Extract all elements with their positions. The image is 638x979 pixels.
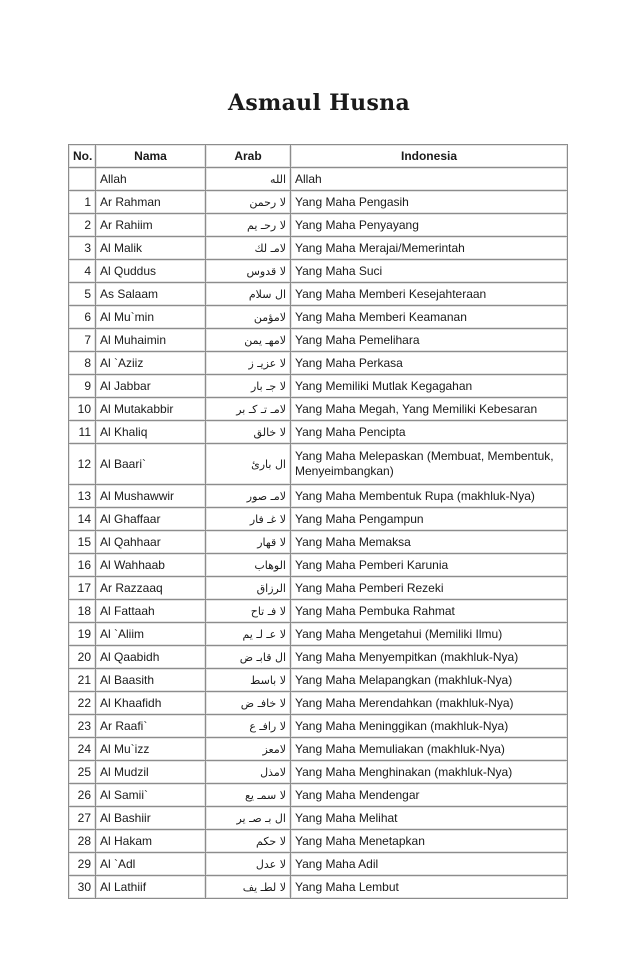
cell-arab: الله	[206, 168, 291, 191]
cell-arab: ال بـ صـ ير	[206, 807, 291, 830]
cell-indonesia: Yang Maha Pencipta	[291, 421, 568, 444]
table-row	[69, 715, 568, 738]
cell-no	[69, 168, 96, 191]
cell-arab: لا فـ تاح	[206, 600, 291, 623]
table-row	[69, 554, 568, 577]
cell-nama: Al `Aliim	[96, 623, 206, 646]
table-row	[69, 692, 568, 715]
cell-no: 1	[69, 191, 96, 214]
cell-indonesia: Yang Maha Mengetahui (Memiliki Ilmu)	[291, 623, 568, 646]
cell-nama: Ar Rahiim	[96, 214, 206, 237]
cell-indonesia: Yang Maha Memberi Kesejahteraan	[291, 283, 568, 306]
cell-no: 25	[69, 761, 96, 784]
cell-nama: Al Baasith	[96, 669, 206, 692]
cell-no: 6	[69, 306, 96, 329]
cell-indonesia: Allah	[291, 168, 568, 191]
cell-indonesia: Yang Maha Adil	[291, 853, 568, 876]
cell-indonesia: Yang Memiliki Mutlak Kegagahan	[291, 375, 568, 398]
cell-nama: Al Ghaffaar	[96, 508, 206, 531]
cell-no: 20	[69, 646, 96, 669]
cell-arab: لا قهار	[206, 531, 291, 554]
cell-no: 17	[69, 577, 96, 600]
cell-no: 22	[69, 692, 96, 715]
cell-arab: لامؤمن	[206, 306, 291, 329]
cell-indonesia: Yang Maha Menghinakan (makhluk-Nya)	[291, 761, 568, 784]
cell-nama: Allah	[96, 168, 206, 191]
cell-arab: لامعز	[206, 738, 291, 761]
cell-indonesia: Yang Maha Melihat	[291, 807, 568, 830]
cell-no: 29	[69, 853, 96, 876]
cell-indonesia: Yang Maha Perkasa	[291, 352, 568, 375]
cell-indonesia: Yang Maha Mendengar	[291, 784, 568, 807]
cell-arab: لا رحـ يم	[206, 214, 291, 237]
cell-no: 4	[69, 260, 96, 283]
cell-no: 21	[69, 669, 96, 692]
cell-arab: لامـ تـ كـ بر	[206, 398, 291, 421]
cell-nama: Ar Raafi`	[96, 715, 206, 738]
cell-nama: Al Qahhaar	[96, 531, 206, 554]
header-indonesia: Indonesia	[291, 145, 568, 168]
cell-arab: ال قابـ ض	[206, 646, 291, 669]
cell-no: 3	[69, 237, 96, 260]
cell-no: 18	[69, 600, 96, 623]
cell-no: 5	[69, 283, 96, 306]
cell-indonesia: Yang Maha Memberi Keamanan	[291, 306, 568, 329]
cell-indonesia: Yang Maha Menetapkan	[291, 830, 568, 853]
cell-no: 16	[69, 554, 96, 577]
cell-no: 7	[69, 329, 96, 352]
cell-indonesia: Yang Maha Merajai/Memerintah	[291, 237, 568, 260]
cell-no: 12	[69, 444, 96, 485]
table-row	[69, 237, 568, 260]
table-row	[69, 375, 568, 398]
header-row	[69, 145, 568, 168]
asmaul-husna-table	[68, 144, 568, 899]
cell-no: 11	[69, 421, 96, 444]
cell-nama: As Salaam	[96, 283, 206, 306]
table-row	[69, 646, 568, 669]
cell-no: 28	[69, 830, 96, 853]
cell-nama: Al Wahhaab	[96, 554, 206, 577]
cell-no: 8	[69, 352, 96, 375]
cell-arab: لا رحمن	[206, 191, 291, 214]
cell-nama: Al Baari`	[96, 444, 206, 485]
page-title: Asmaul Husna	[227, 90, 411, 116]
cell-arab: لا عدل	[206, 853, 291, 876]
table-body	[69, 168, 568, 899]
cell-nama: Al Mu`min	[96, 306, 206, 329]
cell-arab: لا لطـ يف	[206, 876, 291, 899]
table-row	[69, 761, 568, 784]
table-row	[69, 214, 568, 237]
cell-arab: لا جـ بار	[206, 375, 291, 398]
cell-arab: لا خالق	[206, 421, 291, 444]
cell-arab: لا عـ لـ يم	[206, 623, 291, 646]
table-row	[69, 398, 568, 421]
cell-nama: Al Samii`	[96, 784, 206, 807]
cell-arab: لامهـ يمن	[206, 329, 291, 352]
cell-indonesia: Yang Maha Lembut	[291, 876, 568, 899]
cell-arab: لا باسط	[206, 669, 291, 692]
cell-nama: Al Khaliq	[96, 421, 206, 444]
cell-no: 13	[69, 485, 96, 508]
cell-nama: Al Quddus	[96, 260, 206, 283]
cell-indonesia: Yang Maha Pemelihara	[291, 329, 568, 352]
cell-nama: Al Muhaimin	[96, 329, 206, 352]
cell-nama: Al Malik	[96, 237, 206, 260]
cell-nama: Al Mushawwir	[96, 485, 206, 508]
cell-nama: Al Khaafidh	[96, 692, 206, 715]
cell-indonesia: Yang Maha Suci	[291, 260, 568, 283]
table-row	[69, 168, 568, 191]
table-row	[69, 306, 568, 329]
cell-arab: لامـ صور	[206, 485, 291, 508]
cell-no: 24	[69, 738, 96, 761]
table-row	[69, 191, 568, 214]
cell-no: 30	[69, 876, 96, 899]
table-row	[69, 260, 568, 283]
table-row	[69, 577, 568, 600]
cell-indonesia: Yang Maha Memuliakan (makhluk-Nya)	[291, 738, 568, 761]
cell-nama: Al Lathiif	[96, 876, 206, 899]
cell-nama: Al Qaabidh	[96, 646, 206, 669]
cell-arab: الوهاب	[206, 554, 291, 577]
cell-arab: ال بارئ	[206, 444, 291, 485]
cell-arab: الرزاق	[206, 577, 291, 600]
table-row	[69, 623, 568, 646]
cell-nama: Al Fattaah	[96, 600, 206, 623]
cell-indonesia: Yang Maha Membentuk Rupa (makhluk-Nya)	[291, 485, 568, 508]
table-row	[69, 807, 568, 830]
cell-nama: Al Hakam	[96, 830, 206, 853]
cell-indonesia: Yang Maha Merendahkan (makhluk-Nya)	[291, 692, 568, 715]
cell-no: 14	[69, 508, 96, 531]
table-row	[69, 329, 568, 352]
table-row	[69, 508, 568, 531]
cell-indonesia: Yang Maha Penyayang	[291, 214, 568, 237]
table-row	[69, 669, 568, 692]
header-no: No.	[69, 145, 96, 168]
table-row	[69, 853, 568, 876]
cell-no: 26	[69, 784, 96, 807]
table-row	[69, 352, 568, 375]
cell-arab: لا رافـ ع	[206, 715, 291, 738]
table-row	[69, 876, 568, 899]
cell-no: 27	[69, 807, 96, 830]
cell-indonesia: Yang Maha Memaksa	[291, 531, 568, 554]
table-row	[69, 421, 568, 444]
cell-arab: لا قدوس	[206, 260, 291, 283]
table-row	[69, 600, 568, 623]
cell-arab: ال سلام	[206, 283, 291, 306]
cell-nama: Al Mutakabbir	[96, 398, 206, 421]
table-row	[69, 784, 568, 807]
cell-nama: Al `Aziiz	[96, 352, 206, 375]
table-row	[69, 830, 568, 853]
cell-no: 9	[69, 375, 96, 398]
cell-nama: Al Mu`izz	[96, 738, 206, 761]
cell-indonesia: Yang Maha Menyempitkan (makhluk-Nya)	[291, 646, 568, 669]
cell-no: 2	[69, 214, 96, 237]
cell-indonesia: Yang Maha Meninggikan (makhluk-Nya)	[291, 715, 568, 738]
cell-no: 15	[69, 531, 96, 554]
cell-arab: لا غـ فار	[206, 508, 291, 531]
cell-indonesia: Yang Maha Pembuka Rahmat	[291, 600, 568, 623]
cell-nama: Al `Adl	[96, 853, 206, 876]
table-row	[69, 738, 568, 761]
cell-indonesia: Yang Maha Pengampun	[291, 508, 568, 531]
header-arab: Arab	[206, 145, 291, 168]
cell-nama: Ar Razzaaq	[96, 577, 206, 600]
cell-no: 19	[69, 623, 96, 646]
cell-arab: لا حكم	[206, 830, 291, 853]
cell-nama: Ar Rahman	[96, 191, 206, 214]
header-nama: Nama	[96, 145, 206, 168]
cell-no: 10	[69, 398, 96, 421]
table-row	[69, 485, 568, 508]
cell-indonesia: Yang Maha Pemberi Karunia	[291, 554, 568, 577]
table-row	[69, 531, 568, 554]
table-row	[69, 444, 568, 485]
cell-no: 23	[69, 715, 96, 738]
cell-arab: لامـ لك	[206, 237, 291, 260]
cell-nama: Al Jabbar	[96, 375, 206, 398]
cell-arab: لا عزيـ ز	[206, 352, 291, 375]
cell-indonesia: Yang Maha Pengasih	[291, 191, 568, 214]
cell-arab: لا سمـ يع	[206, 784, 291, 807]
cell-nama: Al Mudzil	[96, 761, 206, 784]
cell-arab: لا خافـ ض	[206, 692, 291, 715]
cell-nama: Al Bashiir	[96, 807, 206, 830]
cell-arab: لامذل	[206, 761, 291, 784]
cell-indonesia: Yang Maha Megah, Yang Memiliki Kebesaran	[291, 398, 568, 421]
table-row	[69, 283, 568, 306]
cell-indonesia: Yang Maha Pemberi Rezeki	[291, 577, 568, 600]
cell-indonesia: Yang Maha Melepaskan (Membuat, Membentuk, Menyeimbangkan)	[291, 444, 568, 485]
cell-indonesia: Yang Maha Melapangkan (makhluk-Nya)	[291, 669, 568, 692]
